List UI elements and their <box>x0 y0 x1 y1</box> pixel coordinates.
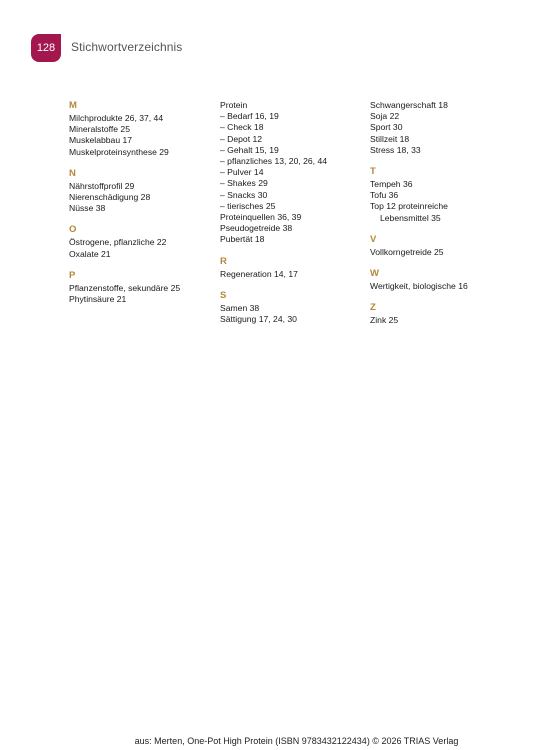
index-letter-heading: N <box>69 167 76 179</box>
index-entry: – Snacks 30 <box>220 189 268 200</box>
page-title: Stichwortverzeichnis <box>71 40 183 54</box>
index-entry: Proteinquellen 36, 39 <box>220 212 302 223</box>
index-group <box>370 268 520 292</box>
index-entry: Top 12 proteinreiche <box>370 201 448 212</box>
index-entry: – Depot 12 <box>220 133 263 144</box>
index-letter-heading: Z <box>370 302 376 314</box>
index-column-1 <box>69 100 219 315</box>
index-entry: Pubertät 18 <box>220 234 265 245</box>
index-entry: Zink 25 <box>370 315 399 326</box>
index-entry: Nährstoffprofil 29 <box>69 180 135 191</box>
index-group <box>220 100 370 246</box>
index-entry: Lebensmittel 35 <box>380 212 441 223</box>
index-entry: Sport 30 <box>370 122 403 133</box>
index-group <box>370 166 520 224</box>
index-entry: Oxalate 21 <box>69 248 111 259</box>
index-group <box>69 100 219 158</box>
index-entry: – pflanzliches 13, 20, 26, 44 <box>220 156 328 167</box>
index-entry: Tofu 36 <box>370 190 399 201</box>
index-letter-heading: R <box>220 255 227 267</box>
index-group <box>220 256 370 280</box>
source-footer: aus: Merten, One-Pot High Protein (ISBN 9783432122434) © 2026 TRIAS Verlag <box>134 736 459 746</box>
index-column-2 <box>220 100 370 335</box>
index-entry: – Gehalt 15, 19 <box>220 144 279 155</box>
index-entry: Nierenschädigung 28 <box>69 192 151 203</box>
index-letter-heading: P <box>69 269 76 281</box>
index-letter-heading: T <box>370 166 376 178</box>
index-entry: Vollkorngetreide 25 <box>370 246 444 257</box>
index-entry: Protein <box>220 100 248 110</box>
index-entry: Milchprodukte 26, 37, 44 <box>69 113 164 123</box>
index-entry: Mineralstoffe 25 <box>69 124 130 135</box>
index-entry: Pflanzenstoffe, sekundäre 25 <box>69 282 181 293</box>
index-group <box>69 168 219 215</box>
index-group <box>69 224 219 259</box>
index-entry: – Check 18 <box>220 122 264 133</box>
index-entry: Stress 18, 33 <box>370 144 421 155</box>
index-entry: Samen 38 <box>220 302 260 313</box>
page-number: 128 <box>36 42 56 54</box>
index-entry: – Pulver 14 <box>220 167 264 178</box>
index-entry: Sättigung 17, 24, 30 <box>220 314 297 325</box>
index-entry: Regeneration 14, 17 <box>220 268 298 279</box>
index-entry: Muskelproteinsynthese 29 <box>69 146 169 157</box>
index-entry: Pseudogetreide 38 <box>220 223 293 234</box>
index-letter-heading: W <box>370 268 379 280</box>
index-group <box>370 100 520 156</box>
index-group <box>370 302 520 326</box>
index-entry: Muskelabbau 17 <box>69 135 133 146</box>
index-entry: Schwangerschaft 18 <box>370 100 448 110</box>
index-entry: Östrogene, pflanzliche 22 <box>69 237 167 248</box>
index-group <box>220 290 370 325</box>
index-entry: Nüsse 38 <box>69 203 106 214</box>
index-group <box>69 270 219 305</box>
index-entry: Wertigkeit, biologische 16 <box>370 281 468 292</box>
index-entry: – tierisches 25 <box>220 200 276 211</box>
page-number-badge <box>31 34 61 62</box>
index-entry: – Bedarf 16, 19 <box>220 111 279 122</box>
index-letter-heading: M <box>69 100 77 111</box>
index-letter-heading: O <box>69 224 77 236</box>
index-entry: Soja 22 <box>370 111 400 122</box>
index-entry: Stillzeit 18 <box>370 133 410 144</box>
index-letter-heading: S <box>220 289 227 301</box>
index-entry: Tempeh 36 <box>370 179 413 190</box>
index-letter-heading: V <box>370 233 377 245</box>
index-entry: Phytinsäure 21 <box>69 294 127 305</box>
index-group <box>370 234 520 258</box>
index-column-3 <box>370 100 520 336</box>
index-entry: – Shakes 29 <box>220 178 268 189</box>
